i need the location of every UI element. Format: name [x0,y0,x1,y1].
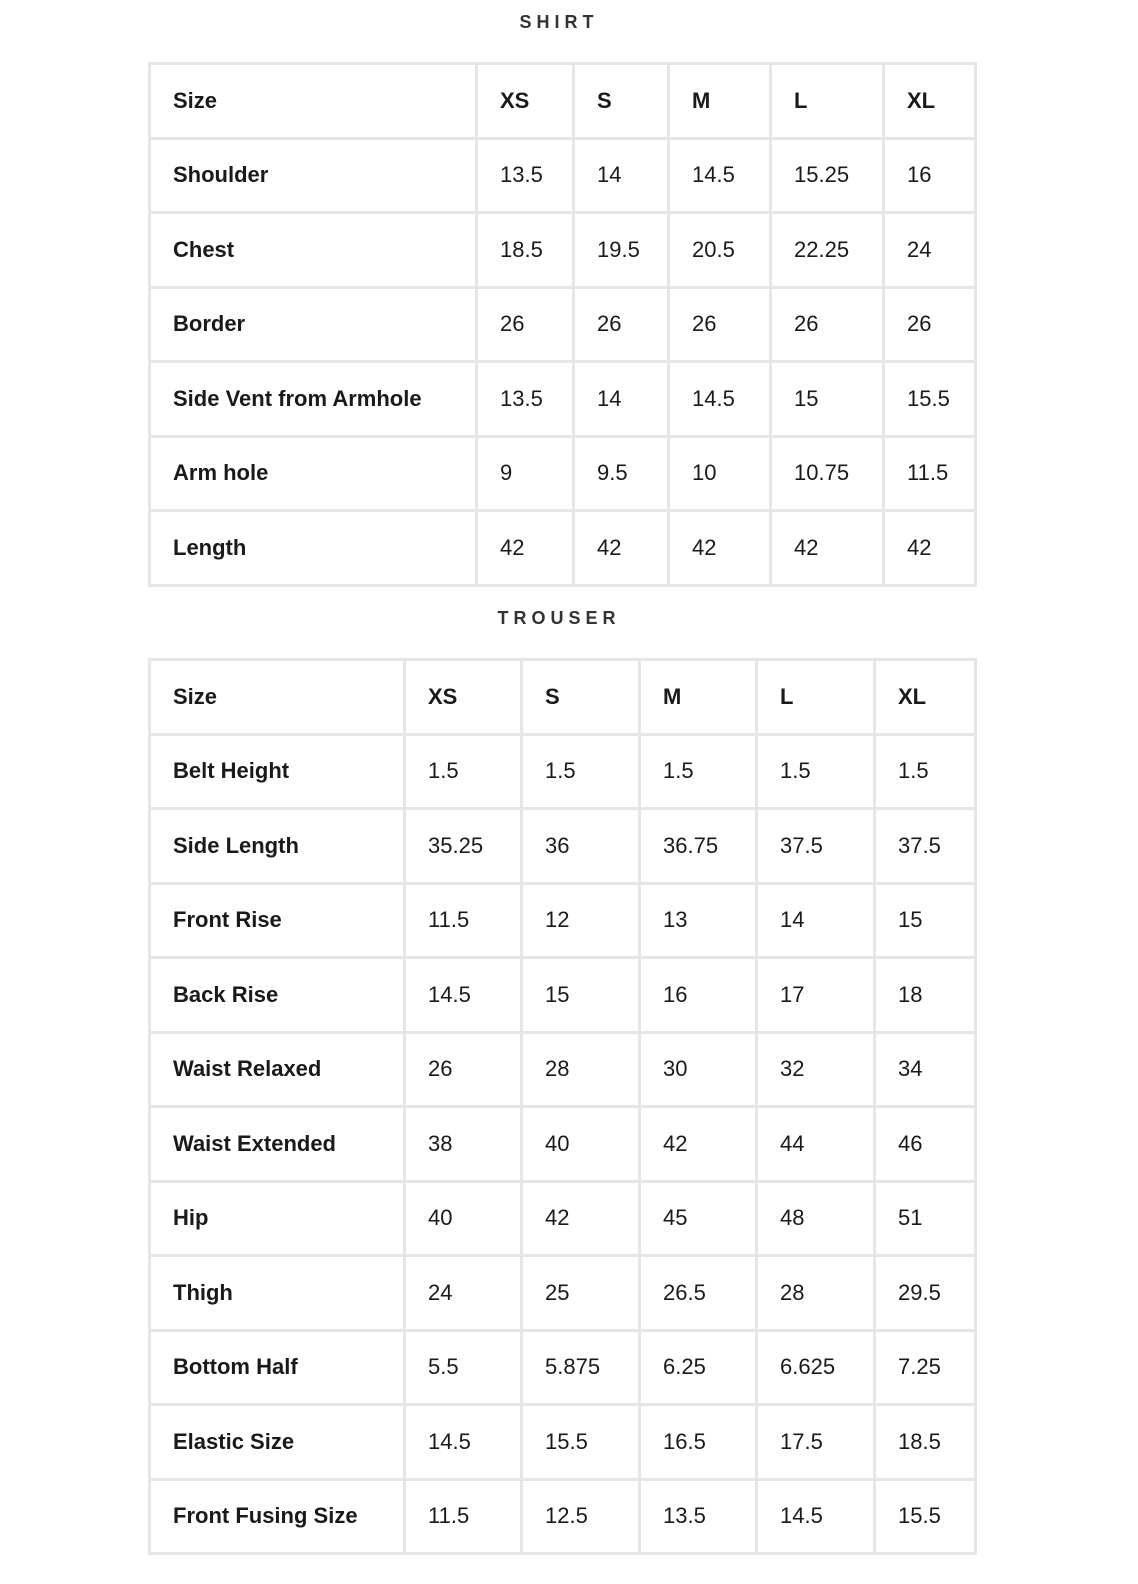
table-cell: 42 [884,511,976,586]
table-cell: 15 [522,958,640,1033]
table-row [150,1032,976,1107]
table-cell: 35.25 [405,809,522,884]
table-cell: 5.875 [522,1330,640,1405]
table-row [150,734,976,809]
column-header: M [669,64,771,139]
shirt-header-row [150,64,976,139]
table-cell: 45 [640,1181,757,1256]
table-cell: 28 [757,1256,875,1331]
table-cell: 13.5 [477,138,574,213]
table-cell: 26 [884,287,976,362]
row-label: Bottom Half [150,1330,405,1405]
column-header: L [757,660,875,735]
table-row [150,511,976,586]
table-row [150,1256,976,1331]
table-cell: 10 [669,436,771,511]
table-row [150,958,976,1033]
table-cell: 51 [875,1181,976,1256]
table-cell: 22.25 [771,213,884,288]
table-cell: 30 [640,1032,757,1107]
row-label: Hip [150,1181,405,1256]
table-cell: 48 [757,1181,875,1256]
table-cell: 28 [522,1032,640,1107]
table-row [150,1181,976,1256]
column-header: XL [884,64,976,139]
table-cell: 14.5 [669,362,771,437]
table-row [150,1107,976,1182]
column-header: Size [150,660,405,735]
table-cell: 26 [405,1032,522,1107]
table-cell: 38 [405,1107,522,1182]
column-header: L [771,64,884,139]
table-cell: 14 [574,362,669,437]
table-cell: 16.5 [640,1405,757,1480]
table-cell: 14 [574,138,669,213]
table-cell: 34 [875,1032,976,1107]
table-cell: 1.5 [757,734,875,809]
table-cell: 13.5 [477,362,574,437]
row-label: Side Length [150,809,405,884]
table-cell: 26 [477,287,574,362]
table-cell: 26 [574,287,669,362]
table-row [150,436,976,511]
table-row [150,362,976,437]
column-header: XS [405,660,522,735]
table-cell: 9 [477,436,574,511]
row-label: Belt Height [150,734,405,809]
table-cell: 42 [574,511,669,586]
table-cell: 14.5 [405,958,522,1033]
table-cell: 11.5 [884,436,976,511]
table-cell: 12 [522,883,640,958]
table-cell: 37.5 [757,809,875,884]
table-cell: 29.5 [875,1256,976,1331]
table-cell: 1.5 [640,734,757,809]
table-cell: 16 [640,958,757,1033]
table-cell: 26 [771,287,884,362]
table-cell: 11.5 [405,883,522,958]
table-cell: 25 [522,1256,640,1331]
column-header: M [640,660,757,735]
table-cell: 15 [771,362,884,437]
table-cell: 26.5 [640,1256,757,1331]
table-cell: 13 [640,883,757,958]
column-header: S [522,660,640,735]
row-label: Front Rise [150,883,405,958]
table-cell: 14.5 [757,1479,875,1554]
table-cell: 13.5 [640,1479,757,1554]
table-cell: 15 [875,883,976,958]
table-cell: 16 [884,138,976,213]
trouser-section-title: TROUSER [497,608,621,628]
column-header: XL [875,660,976,735]
table-cell: 1.5 [875,734,976,809]
row-label: Front Fusing Size [150,1479,405,1554]
shirt-size-table [148,62,977,587]
row-label: Waist Relaxed [150,1032,405,1107]
row-label: Arm hole [150,436,477,511]
table-cell: 42 [522,1181,640,1256]
column-header: XS [477,64,574,139]
table-cell: 18.5 [875,1405,976,1480]
table-cell: 20.5 [669,213,771,288]
table-cell: 24 [405,1256,522,1331]
table-cell: 24 [884,213,976,288]
column-header: S [574,64,669,139]
table-cell: 18 [875,958,976,1033]
table-cell: 40 [405,1181,522,1256]
row-label: Border [150,287,477,362]
table-cell: 6.625 [757,1330,875,1405]
table-cell: 32 [757,1032,875,1107]
table-row [150,287,976,362]
table-row [150,138,976,213]
row-label: Shoulder [150,138,477,213]
table-cell: 1.5 [522,734,640,809]
table-cell: 17.5 [757,1405,875,1480]
table-row [150,883,976,958]
table-cell: 42 [771,511,884,586]
shirt-section-title: SHIRT [519,12,599,32]
table-cell: 18.5 [477,213,574,288]
table-cell: 36.75 [640,809,757,884]
table-cell: 15.25 [771,138,884,213]
table-row [150,1479,976,1554]
table-cell: 19.5 [574,213,669,288]
table-cell: 17 [757,958,875,1033]
table-cell: 44 [757,1107,875,1182]
table-cell: 46 [875,1107,976,1182]
table-row [150,809,976,884]
table-cell: 1.5 [405,734,522,809]
table-cell: 42 [477,511,574,586]
table-cell: 26 [669,287,771,362]
row-label: Side Vent from Armhole [150,362,477,437]
table-cell: 42 [669,511,771,586]
table-cell: 6.25 [640,1330,757,1405]
table-cell: 5.5 [405,1330,522,1405]
table-cell: 40 [522,1107,640,1182]
table-cell: 9.5 [574,436,669,511]
table-cell: 12.5 [522,1479,640,1554]
table-cell: 15.5 [875,1479,976,1554]
row-label: Back Rise [150,958,405,1033]
table-cell: 36 [522,809,640,884]
row-label: Length [150,511,477,586]
table-cell: 15.5 [884,362,976,437]
row-label: Waist Extended [150,1107,405,1182]
table-cell: 42 [640,1107,757,1182]
table-cell: 7.25 [875,1330,976,1405]
table-cell: 15.5 [522,1405,640,1480]
column-header: Size [150,64,477,139]
table-row [150,1330,976,1405]
table-cell: 10.75 [771,436,884,511]
table-row [150,1405,976,1480]
table-row [150,213,976,288]
table-cell: 14.5 [669,138,771,213]
row-label: Chest [150,213,477,288]
trouser-header-row [150,660,976,735]
row-label: Elastic Size [150,1405,405,1480]
trouser-size-table [148,658,977,1555]
table-cell: 14.5 [405,1405,522,1480]
table-cell: 14 [757,883,875,958]
table-cell: 37.5 [875,809,976,884]
row-label: Thigh [150,1256,405,1331]
table-cell: 11.5 [405,1479,522,1554]
